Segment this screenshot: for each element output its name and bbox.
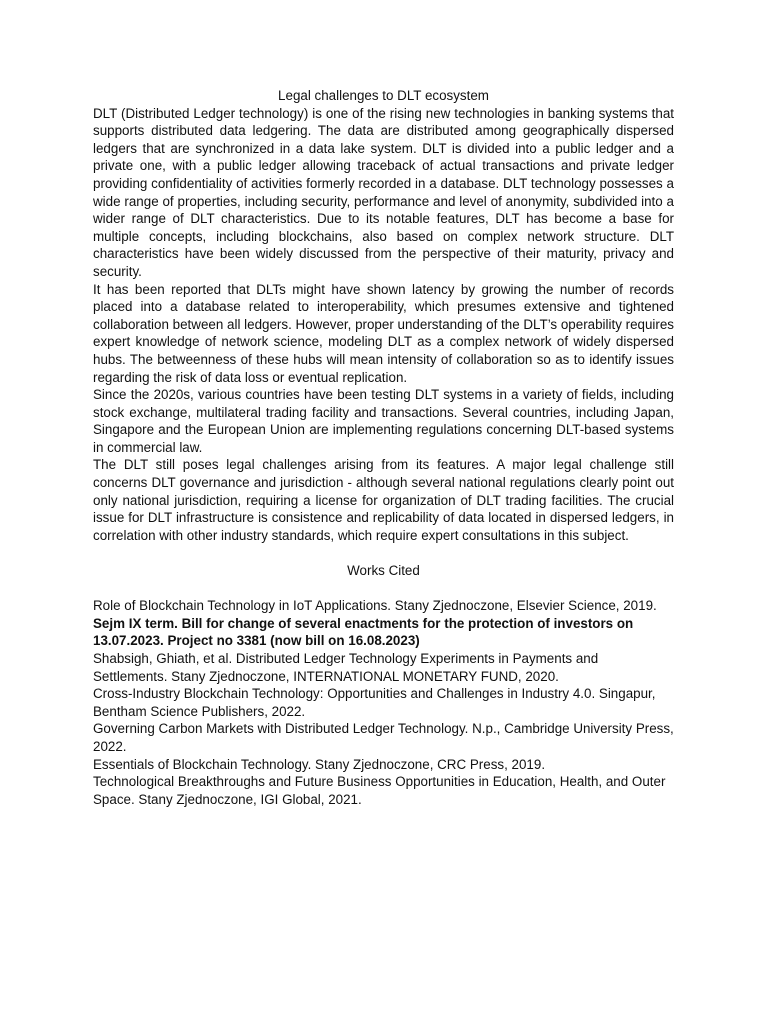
reference-1: Role of Blockchain Technology in IoT Applications. Stany Zjednoczone, Elsevier Science, 2019. (93, 598, 657, 614)
document-title: Legal challenges to DLT ecosystem (278, 88, 489, 103)
body-paragraph-2: It has been reported that DLTs might have shown latency by growing the number of records placed into a database related to interoperability, which presumes extensive and tightened collaboration between all ledgers. However, proper understanding of the DLT’s operability requires expert knowledge of network science, modeling DLT as a complex network of widely dispersed hubs. The betweenness of these hubs will mean intensity of collaboration so as to identify issues regarding the risk of data loss or eventual replication. (93, 281, 674, 385)
works-cited-title: Works Cited (347, 563, 420, 579)
reference-5: Governing Carbon Markets with Distributed Ledger Technology. N.p., Cambridge University Press, 2022. (93, 721, 674, 754)
reference-6: Essentials of Blockchain Technology. Stany Zjednoczone, CRC Press, 2019. (93, 756, 546, 772)
body-paragraph-3: Since the 2020s, various countries have been testing DLT systems in a variety of fields, including stock exchange, multilateral trading facility and transactions. Several countries, including Japan, Singapore and the European Union are implementing regulations concerning DLT-based systems in commercial law. (93, 387, 674, 455)
body-paragraph-1: DLT (Distributed Ledger technology) is one of the rising new technologies in banking systems that supports distributed data ledgering. The data are distributed among geographically dispersed ledgers that are synchronized in a data lake system. DLT is divided into a public ledger and a private one, with a public ledger allowing traceback of actual transactions and private ledger providing confidentiality of activities formerly recorded in a database. DLT technology possesses a wide range of properties, including security, performance and level of anonymity, subdivided into a wider range of DLT characteristics. Due to its notable features, DLT has become a base for multiple concepts, including blockchains, also based on complex network structure. DLT characteristics have been widely discussed from the perspective of their maturity, privacy and security. (93, 105, 674, 279)
reference-2: Sejm IX term. Bill for change of several enactments for the protection of investors on 13.07.2023. Project no 3381 (now bill on 16.08.2023) (93, 615, 634, 649)
reference-4: Cross-Industry Blockchain Technology: Opportunities and Challenges in Industry 4.0. Singapur, Bentham Science Publishers, 2022. (93, 686, 656, 719)
body-paragraph-4: The DLT still poses legal challenges arising from its features. A major legal challenge still concerns DLT governance and jurisdiction - although several national regulations clearly point out only national jurisdiction, requiring a license for organization of DLT trading facilities. The crucial issue for DLT infrastructure is consistence and replicability of data located in dispersed ledgers, in correlation with other industry standards, which require expert consultations in this subject. (93, 457, 674, 543)
reference-7: Technological Breakthroughs and Future Business Opportunities in Education, Health, and Outer Space. Stany Zjednoczone, IGI Global, 2021. (93, 774, 666, 807)
reference-3: Shabsigh, Ghiath, et al. Distributed Ledger Technology Experiments in Payments and Settlements. Stany Zjednoczone, INTERNATIONAL MONETARY FUND, 2020. (93, 651, 599, 684)
document-page (93, 87, 674, 808)
